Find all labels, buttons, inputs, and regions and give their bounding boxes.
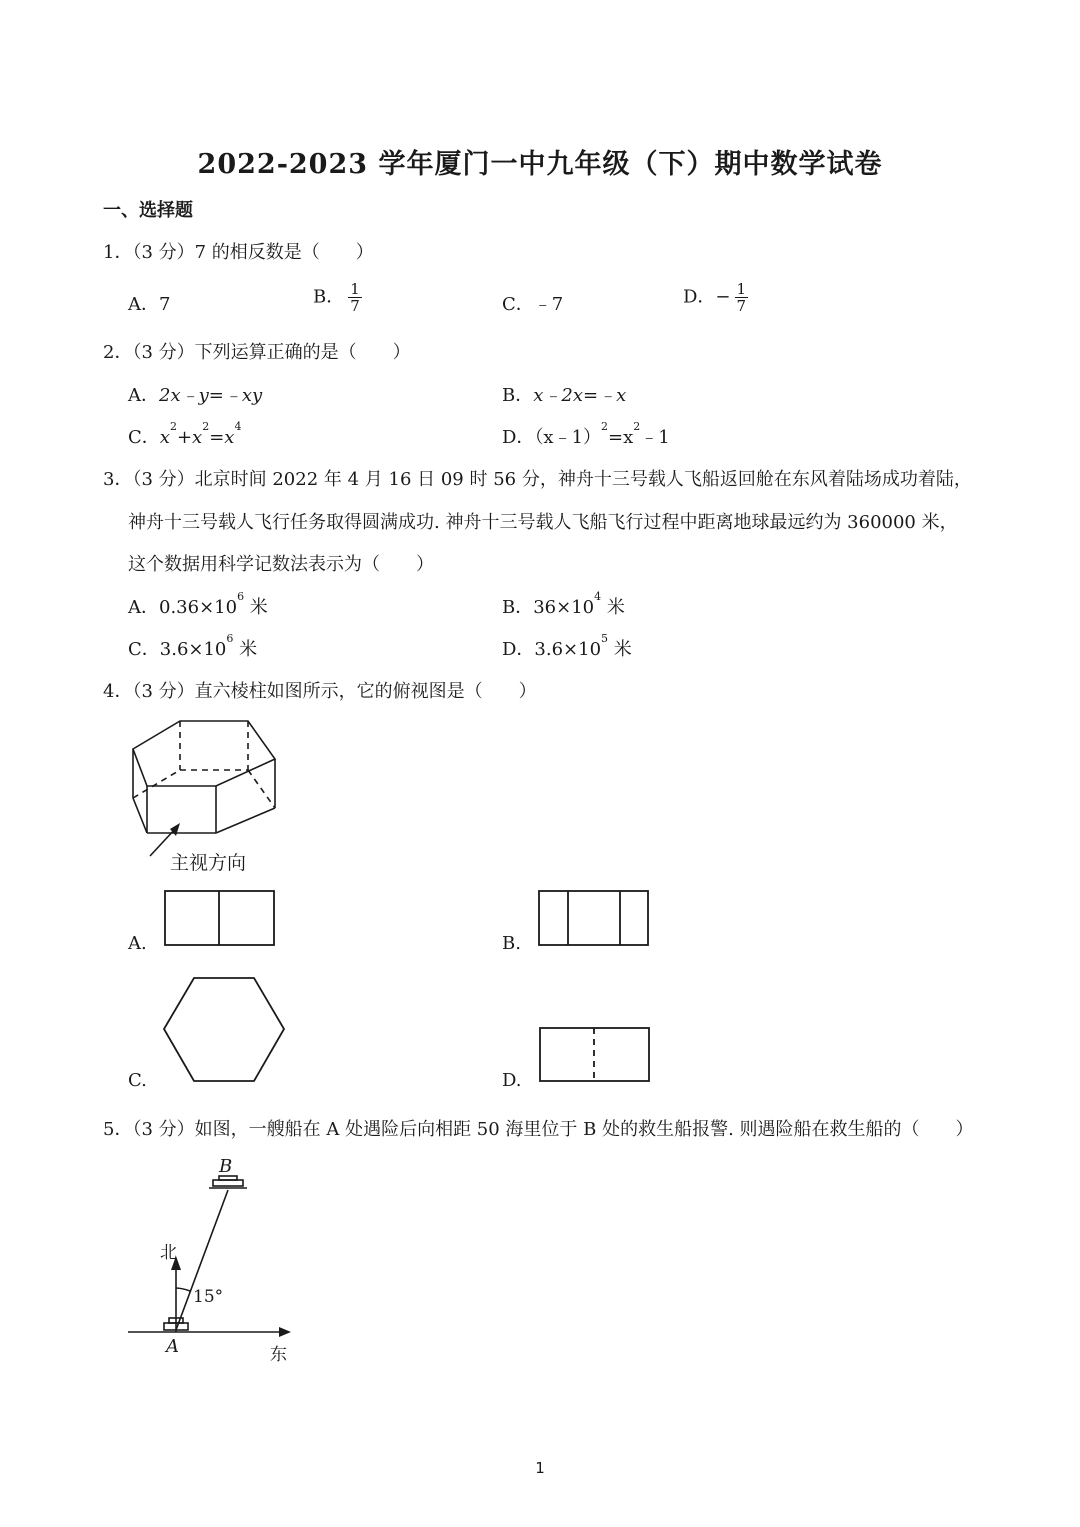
question-3-option-c[interactable]: C．$3.6\times 10^6$ 米	[128, 632, 258, 660]
question-4-option-c-label[interactable]: C.	[128, 1070, 147, 1091]
question-3-line-3: 这个数据用科学记数法表示为（ ）	[128, 554, 434, 575]
east-label: 东	[270, 1345, 287, 1365]
question-1-option-a[interactable]: A．7	[128, 294, 171, 315]
question-4-option-d-label[interactable]: D.	[502, 1070, 522, 1091]
question-2-option-c[interactable]: C．$x^2+x^2=x^4$	[128, 420, 242, 448]
fraction-one-seventh: $\frac{1}{7}$	[736, 280, 747, 315]
page-number: 1	[535, 1459, 545, 1477]
page-title: 2022-2023 学年厦门一中九年级（下）期中数学试卷	[197, 149, 883, 180]
option-d-label: D．−	[683, 286, 731, 308]
question-4-option-a-label[interactable]: A.	[128, 933, 147, 954]
question-3-option-b[interactable]: B．$36\times 10^4$ 米	[502, 590, 625, 618]
question-3-line-1: 3．（3 分）北京时间 2022 年 4 月 16 日 09 时 56 分，神舟十三号载人飞船返回舱在东风着陆场成功着陆，	[103, 469, 972, 490]
question-1-stem: 1．（3 分）7 的相反数是（ ）	[103, 242, 374, 263]
question-2-option-b[interactable]: B．x﹣2x=﹣x	[502, 385, 627, 406]
question-3-line-2: 神舟十三号载人飞行任务取得圆满成功. 神舟十三号载人飞船飞行过程中距离地球最远约为 360000 米，	[128, 512, 958, 533]
fraction-one-seventh: $\frac{1}{7}$	[350, 280, 360, 315]
point-a-label: A	[166, 1336, 179, 1357]
question-4-option-b-label[interactable]: B.	[502, 933, 521, 954]
question-2-option-d[interactable]: D．$(x﹣1)^2=x^2﹣1$	[502, 420, 670, 448]
question-5-stem: 5．（3 分）如图，一艘船在 A 处遇险后向相距 50 海里位于 B 处的救生船报警. 则遇险船在救生船的（ ）	[103, 1119, 974, 1140]
question-3-option-a[interactable]: A．$0.36\times 10^6$ 米	[128, 590, 268, 618]
point-b-label: B	[219, 1156, 233, 1177]
angle-label: 15°	[193, 1287, 224, 1307]
question-1-option-c[interactable]: C．﹣7	[502, 294, 564, 315]
question-2-option-a[interactable]: A．2x﹣y=﹣xy	[128, 385, 263, 406]
option-b-label: B．	[313, 286, 345, 308]
section-heading-choice: 一、选择题	[103, 200, 193, 221]
front-view-direction-label: 主视方向	[170, 852, 247, 874]
question-4-stem: 4．（3 分）直六棱柱如图所示，它的俯视图是（ ）	[103, 681, 537, 702]
north-label: 北	[160, 1243, 177, 1263]
question-2-stem: 2．（3 分）下列运算正确的是（ ）	[103, 342, 411, 363]
question-3-option-d[interactable]: D．$3.6\times 10^5$ 米	[502, 632, 632, 660]
